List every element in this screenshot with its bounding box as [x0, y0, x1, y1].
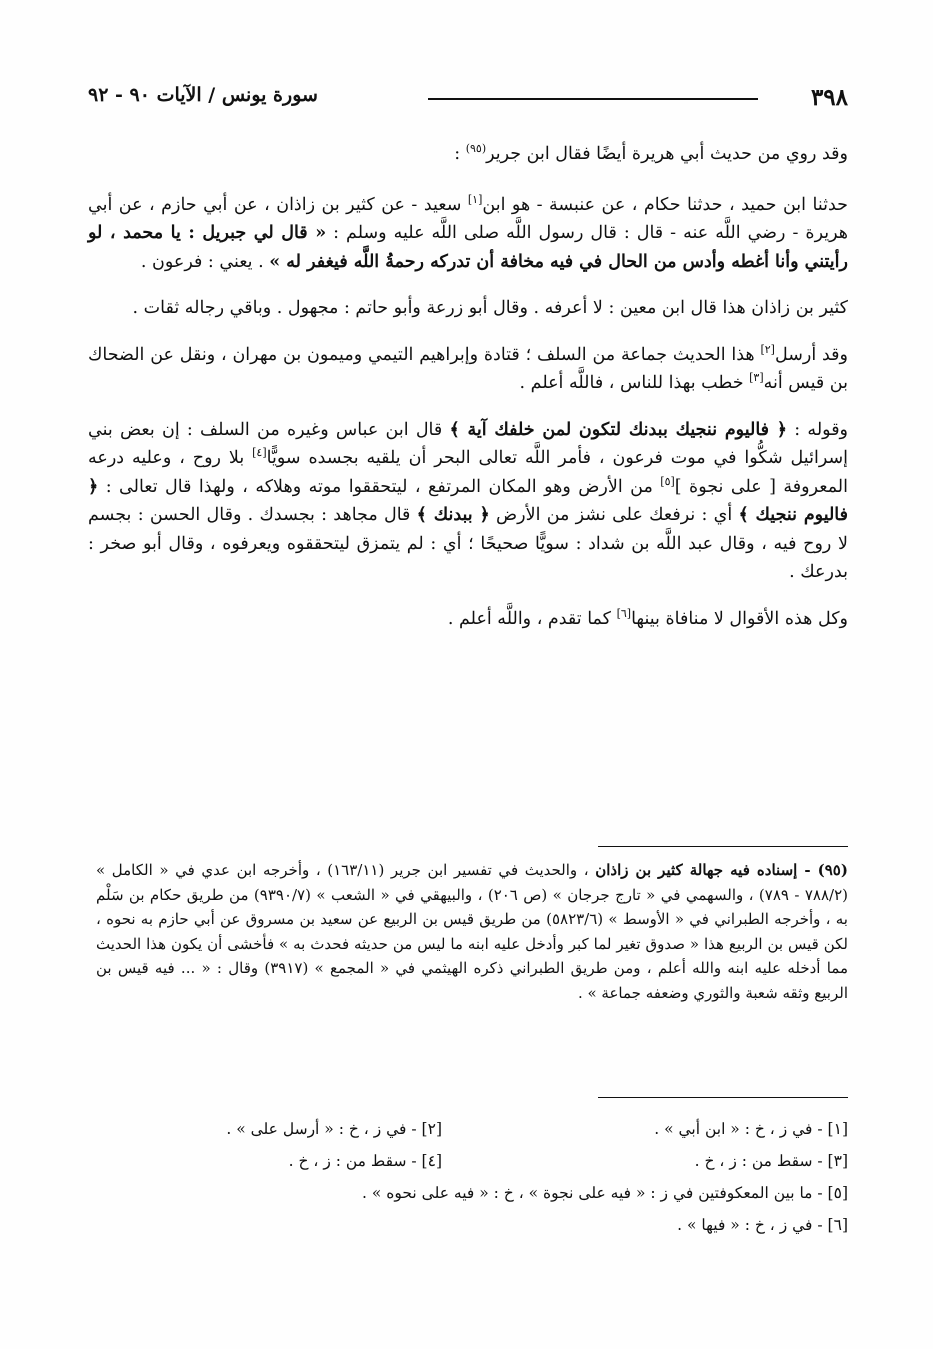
- hadith-end: . يعني : فرعون .: [140, 251, 270, 272]
- paragraph-hadith: [88, 191, 848, 277]
- conclusion-text-2: كما تقدم ، واللَّه أعلم .: [447, 608, 617, 629]
- tafsir-text-5: أي : نرفعك على نشز من الأرض: [489, 505, 739, 525]
- running-title: سورة يونس / الآيات ٩٠ - ٩٢: [88, 84, 318, 106]
- hadith-matn: « قال لي جبريل : يا محمد ، لو رأيتني وأنا أغطه وأدس من الحال في فيه مخافة أن تدركه رحمةُ اللَّه فيغفر له »: [88, 223, 848, 272]
- paragraph-grading: كثير بن زاذان هذا قال ابن معين : لا أعرفه . وقال أبو زرعة وأبو حاتم : مجهول . وباقي رجاله ثقات .: [132, 298, 848, 318]
- tafsir-text-3: بلا روح ، وعليه درعه المعروفة [ على نجوة ]: [88, 448, 848, 497]
- footnote-text: ، والحديث في تفسير ابن جرير (١٦٣/١١) ، وأخرجه ابن عدي في « الكامل » (٧٨٨/٢ - ٧٨٩) ، والسهمي في « تارج جرجان » (ص ٢٠٦) ، والبيهقي في « الشعب » (٩٣٩٠/٧) من طريق حكام بن سَلْم به ، وأخرجه الطبراني في « الأوسط » (٥٨٢٣/٦) من طريق قيس بن الربيع عن سعيد بن مسروق عن أبي حازم به نحوه ، لكن قيس بن الربيع هذا « صدوق تغير لما كبر وأدخل عليه ابنه ما ليس من حديثه فحدث به » فأخشى أن يكون هذا الحديث مما أدخله عليه ابنه والله أعلم ، ومن طريق الطبراني ذكره الهيثمي في « المجمع » (٣٩١٧) وقال : « ... فيه قيس بن الربيع وثقه شعبة والثوري وضعفه جماعة » .: [96, 861, 848, 1002]
- conclusion-text: وكل هذه الأقوال لا منافاة بينها: [631, 608, 848, 629]
- variant-row: [120, 1152, 848, 1184]
- tafsir-text-4: من الأرض وهو المكان المرتفع ، ليتحققوا موته وهلاكه ، ولهذا قال تعالى :: [98, 476, 661, 497]
- mursal-text-3: خطب بهذا للناس ، فاللَّه أعلم .: [519, 373, 750, 393]
- variant-ref-5: [٥]: [660, 474, 675, 488]
- isnad-text: حدثنا ابن حميد ، حدثنا حكام ، عن عنبسة - هو ابن: [482, 194, 848, 215]
- paragraph-intro: [88, 140, 848, 169]
- variant-ref-6: [٦]: [616, 606, 632, 620]
- mursal-text: وقد أرسل: [774, 344, 848, 365]
- variant-note-5: [٥] - ما بين المعكوفتين في ز : « فيه على نجوة » ، خ : « فيه على نحوه » .: [362, 1184, 848, 1202]
- variant-ref-4: [٤]: [252, 446, 267, 460]
- tafsir-text-2: قال ابن عباس وغيره من السلف : إن بعض بني إسرائيل شكُّوا في موت فرعون ، فأمر اللَّه تعالى البحر أن يلقيه بجسده سويًّا: [88, 419, 848, 468]
- variant-note-3: [٣] - سقط من : ز ، خ .: [694, 1152, 848, 1170]
- page-number: ٣٩٨: [810, 84, 848, 111]
- variant-ref-3: [٣]: [749, 371, 764, 385]
- main-text: [88, 140, 848, 651]
- paragraph-conclusion: [88, 605, 848, 634]
- header-rule: [428, 98, 758, 100]
- quran-verse-3: ﴿ ببدنك ﴾: [416, 505, 490, 525]
- variant-note-6: [٦] - في ز ، خ : « فيها » .: [677, 1216, 848, 1234]
- variants-separator: [88, 1097, 848, 1098]
- tafsir-text-6: قال مجاهد : بجسدك . وقال الحسن : بجسم لا روح فيه ، وقال عبد اللَّه بن شداد : سويًّا صحيحًا ؛ أي : لم يتمزق ليتحققوه ويعرفوه ، وقال أبو صخر : بدرعك .: [88, 505, 848, 582]
- variant-ref-1: [١]: [467, 192, 483, 206]
- variant-note-1: [١] - في ز ، خ : « ابن أبي » .: [654, 1120, 848, 1138]
- mursal-text-2: هذا الحديث جماعة من السلف ؛ قتادة وإبراهيم التيمي وميمون بن مهران ، ونقل عن الضحاك بن قيس أنه: [88, 344, 848, 393]
- quran-verse: ﴿ فاليوم ننجيك ببدنك لتكون لمن خلفك آية ﴾: [449, 419, 788, 440]
- tafsir-text: وقوله :: [787, 419, 849, 440]
- footnote-separator: [88, 846, 848, 847]
- quran-verse-2: ﴿ فاليوم ننجيك ﴾: [88, 476, 849, 525]
- variant-row: [120, 1184, 848, 1216]
- footnote-grading: إسناده فيه جهالة كثير بن زاذان: [595, 861, 798, 879]
- variant-notes: [120, 1120, 848, 1248]
- variant-note-2: [٢] - في ز ، خ : « أرسل على » .: [226, 1120, 442, 1138]
- intro-text: وقد روي من حديث أبي هريرة أيضًا فقال ابن جرير: [486, 144, 848, 164]
- paragraph-mursal: [88, 341, 848, 398]
- variant-note-4: [٤] - سقط من : ز ، خ .: [288, 1152, 442, 1170]
- variant-row: [120, 1216, 848, 1248]
- isnad-text-2: سعيد - عن كثير بن زاذان ، عن أبي حازم ، عن أبي هريرة - رضي اللَّه عنه - قال : قال رسول اللَّه صلى اللَّه عليه وسلم :: [88, 194, 849, 243]
- footnote-95: [96, 858, 848, 1005]
- note-ref-95: (٩٥): [465, 142, 487, 156]
- variant-row: [120, 1120, 848, 1152]
- footnote-number: (٩٥) -: [797, 861, 848, 879]
- variant-ref-2: [٢]: [760, 342, 775, 356]
- paragraph-tafsir: [88, 416, 848, 587]
- intro-end: :: [454, 144, 466, 164]
- page-header: [88, 84, 848, 118]
